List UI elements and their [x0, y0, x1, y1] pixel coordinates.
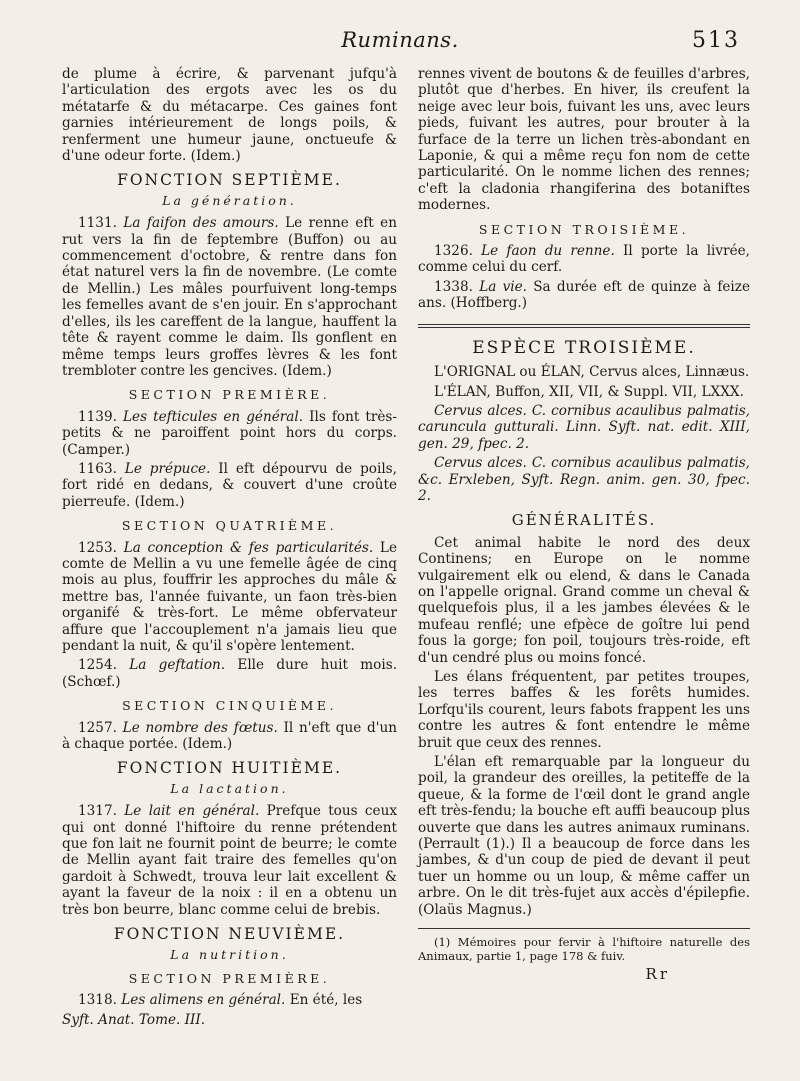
species-reference: Cervus alces. C. cornibus acaulibus palmatis, &c. Erxleben, Syft. Regn. anim. gen. 30, fpec. 2. [418, 455, 750, 504]
paragraph-number: 1338. [434, 278, 473, 295]
paragraph-1338 [418, 279, 750, 312]
paragraph-text: Il porte la livrée, comme celui du cerf. [418, 243, 750, 276]
paragraph-text: Prefque tous ceux qui ont donné l'hiftoire du renne prétendent que fon lait ne fournit point de beurre; le comte de Mellin ayant fait traire des femelles qu'on gardoit à Schwedt, trouva leur lait excellent & ayant la faveur de la noix : il en a obtenu un très bon beurre, blanc comme celui de brebis. [62, 803, 398, 918]
subheading: La nutrition. [170, 946, 289, 962]
paragraph-1139 [62, 409, 397, 458]
paragraph-text: Sa durée eft de quinze à feize ans. (Hoffberg.) [418, 278, 750, 312]
signature-mark: Rr [645, 965, 670, 984]
paragraph-title: Le prépuce. [124, 460, 211, 477]
section-heading: FONCTION HUITIÈME. [116, 759, 343, 778]
paragraph-text: Elle dure huit mois. (Schœf.) [62, 657, 398, 690]
paragraph-number: 1318. [78, 992, 117, 1009]
running-title: Ruminans. [341, 28, 459, 52]
paragraph-1317 [62, 803, 397, 918]
species-reference: L'ÉLAN, Buffon, XII, VII, & Suppl. VII, LXXX. [434, 383, 744, 400]
paragraph-1253 [62, 540, 397, 655]
paragraph-text: En été, les [289, 992, 363, 1009]
paragraph-1257 [62, 720, 397, 753]
section-title: SECTION CINQUIÈME. [122, 698, 337, 714]
paragraph-number: 1254. [78, 657, 117, 674]
paragraph: de plume à écrire, & parvenant jufqu'à l'articulation des ergots avec les os du métatarfe & du métacarpe. Ces gaines font garnies intérieurement de longs poils, & renferment une humeur jaune, onctueufe & d'une odeur forte. (Idem.) [62, 66, 397, 165]
paragraph-text: Il eft dépourvu de poils, fort ridé en dedans, & couvert d'une croûte pierreufe. (Idem.) [62, 460, 397, 510]
footnote: (1) Mémoires pour fervir à l'hiftoire naturelle des Animaux, partie 1, page 178 & fuiv. [418, 935, 750, 964]
paragraph-text: Le renne eft en rut vers la fin de feptembre (Buffon) ou au commencement d'octobre, & rentre dans fon état naturel vers la fin de novembre. (Le comte de Mellin.) Les mâles pourfuivent long-temps les femelles avant de s'en jouir. En s'approchant d'elles, ils les careffent de la langue, hauffent la tête & rayent comme le daim. Ils gonflent en même temps leurs groffes lèvres & les font trembloter contre les gencives. (Idem.) [62, 215, 397, 379]
section-heading: FONCTION SEPTIÈME. [117, 171, 342, 190]
subheading: La génération. [162, 192, 297, 208]
section-title: SECTION PREMIÈRE. [128, 970, 331, 986]
paragraph-title: Le faon du renne. [481, 243, 615, 260]
paragraph-1326 [418, 243, 750, 276]
paragraph: rennes vivent de boutons & de feuilles d'arbres, plutôt que d'herbes. En hiver, ils creufent la neige avec leur bois, fuivant les uns, avec leurs pieds, fuivant les autres, pour brouter à la furface de la terre un lichen très-abondant en Laponie, & qui a même reçu fon nom de cette particularité. On le nomme lichen des rennes; c'eft la cladonia rhangiferina des botaniftes modernes. [418, 66, 750, 214]
paragraph-number: 1326. [434, 243, 473, 260]
paragraph-text: Le comte de Mellin a vu une femelle âgée de cinq mois au plus, fouffrir les approches du mâle & mettre bas, l'année fuivante, un faon très-bien organifé & très-fort. Le même obfervateur affure que l'accouplement n'a jamais lieu que pendant la nuit, & qu'il s'opère lentement. [62, 539, 397, 654]
paragraph-title: La geftation. [129, 657, 226, 674]
species-name: L'ORIGNAL ou ÉLAN, Cervus alces, Linnæus. [434, 364, 750, 381]
paragraph-title: Les alimens en général. [121, 992, 286, 1009]
paragraph-1318 [62, 992, 397, 1008]
species-heading: ESPÈCE TROISIÈME. [472, 337, 696, 358]
volume-line: Syft. Anat. Tome. III. [62, 1011, 206, 1028]
paragraph-number: 1253. [78, 539, 117, 556]
paragraph-number: 1139. [78, 408, 117, 425]
left-column [62, 66, 397, 1031]
paragraph-text: Il n'eft que d'un à chaque portée. (Idem.) [62, 719, 397, 753]
paragraph: Cet animal habite le nord des deux Continens; en Europe on le nomme vulgairement elk ou elend, & dans le Canada on l'appelle orignal. Grand comme un cheval & quelquefois plus, il a les jambes élevées & le mufeau renflé; une efpèce de goître lui pend fous la gorge; fon poil, toujours très-roide, eft d'un cendré plus ou moins foncé. [418, 534, 750, 666]
section-title: SECTION TROISIÈME. [478, 221, 690, 237]
paragraph: L'élan eft remarquable par la longueur du poil, la grandeur des oreilles, la petiteffe de la queue, & la forme de l'œil dont le grand angle eft très-fendu; la bouche eft auffi beaucoup plus ouverte que dans les autres animaux ruminans. (Perrault (1).) Il a beaucoup de force dans les jambes, & d'un coup de pied de devant il peut tuer un homme ou un loup, & même caffer un arbre. On le dit très-fujet aux accès d'épilepfie. (Olaüs Magnus.) [418, 754, 750, 918]
paragraph: Les élans fréquentent, par petites troupes, les terres baffes & les forêts humides. Lorfqu'ils courent, leurs fabots frappent les uns contre les autres & font entendre le même bruit que ceux des rennes. [418, 669, 750, 751]
paragraph-1254 [62, 657, 397, 690]
species-reference: Cervus alces. C. cornibus acaulibus palmatis, caruncula gutturali. Linn. Syft. nat. edit. XIII, gen. 29, fpec. 2. [418, 402, 750, 452]
page-header [60, 28, 740, 60]
page-number: 513 [692, 28, 740, 53]
ornamental-rule [418, 324, 750, 328]
paragraph-title: Le nombre des fœtus. [122, 719, 278, 736]
section-title: SECTION PREMIÈRE. [128, 387, 331, 403]
paragraph-1163 [62, 461, 397, 510]
paragraph-1131 [62, 215, 397, 379]
paragraph-title: La conception & fes particularités. [123, 539, 374, 556]
paragraph-number: 1257. [78, 719, 117, 736]
paragraph-number: 1131. [78, 215, 117, 232]
generalites-heading: GÉNÉRALITÉS. [511, 511, 657, 530]
paragraph-number: 1317. [78, 803, 117, 820]
paragraph-title: La faifon des amours. [123, 215, 279, 232]
subheading: La lactation. [170, 780, 289, 796]
section-heading: FONCTION NEUVIÈME. [113, 925, 346, 944]
right-column [418, 66, 750, 983]
footnote-rule [418, 928, 750, 929]
paragraph-text: Ils font très-petits & ne paroiffent point hors du corps. (Camper.) [62, 408, 397, 458]
paragraph-title: Les tefticules en général. [123, 408, 304, 425]
paragraph-title: La vie. [479, 278, 527, 295]
section-title: SECTION QUATRIÈME. [121, 518, 338, 534]
paragraph-title: Le lait en général. [124, 803, 260, 820]
paragraph-number: 1163. [78, 460, 117, 477]
